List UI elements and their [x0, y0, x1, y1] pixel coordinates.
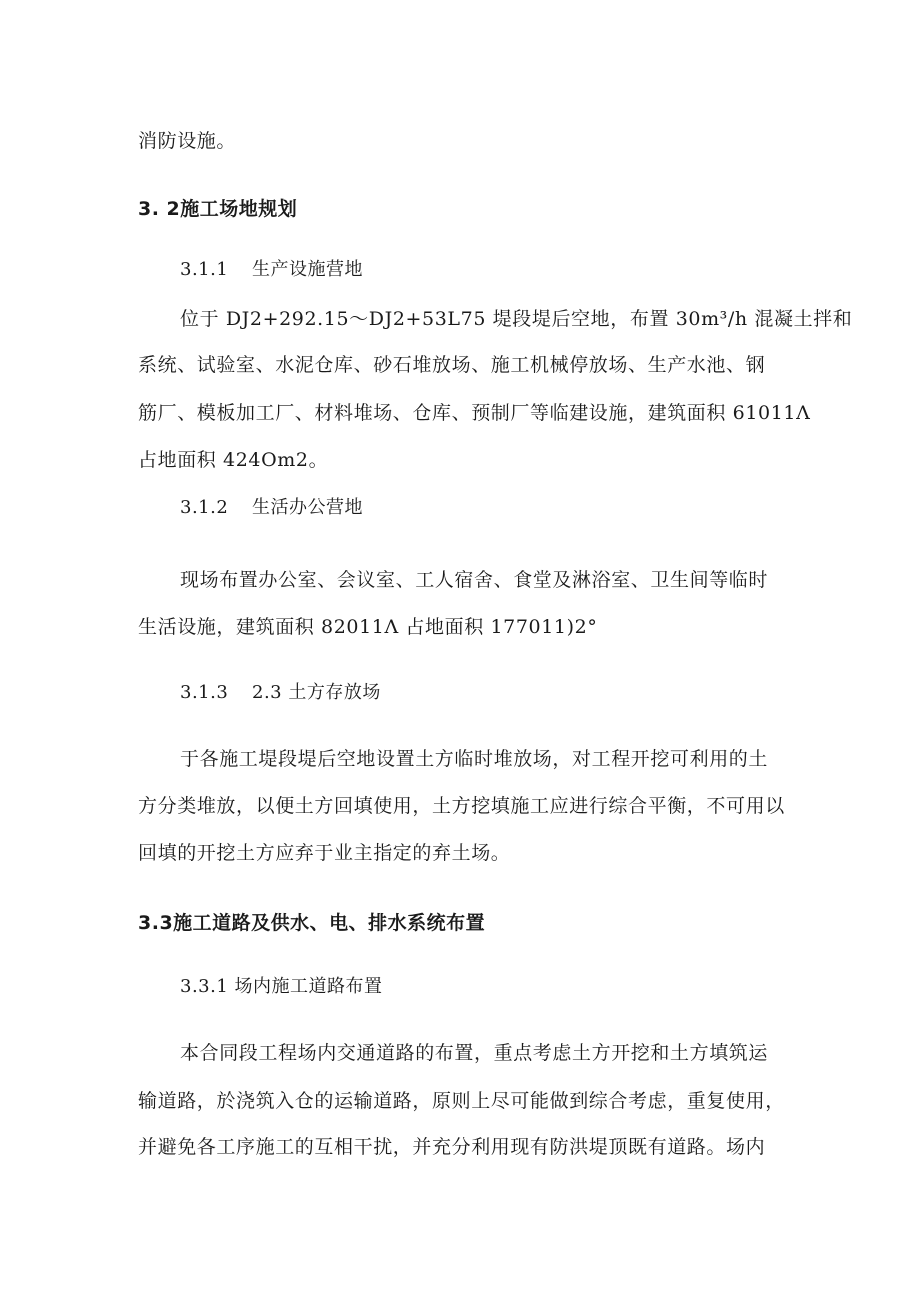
subsection-3-1-2-heading	[180, 495, 363, 521]
subsection-title: 2.3 土方存放场	[252, 682, 381, 703]
paragraph-line: 本合同段工程场内交通道路的布置，重点考虑土方开挖和土方填筑运	[180, 1042, 769, 1064]
section-3-2-heading: 3. 2施工场地规划	[138, 198, 298, 220]
paragraph-line: 输道路，於浇筑入仓的运输道路，原则上尽可能做到综合考虑，重复使用，	[138, 1090, 785, 1112]
subsection-3-1-1-heading	[180, 257, 363, 283]
subsection-3-3-1-heading: 3.3.1 场内施工道路布置	[180, 976, 383, 997]
paragraph-line: 位于 DJ2+292.15～DJ2+53L75 堤段堤后空地，布置 30m³/h 混凝土拌和	[180, 308, 853, 330]
subsection-title: 生产设施营地	[252, 259, 363, 280]
paragraph-line: 生活设施，建筑面积 82011Λ 占地面积 177011)2°	[138, 616, 598, 638]
intro-line: 消防设施。	[138, 130, 237, 152]
paragraph-line: 并避免各工序施工的互相干扰，并充分利用现有防洪堤顶既有道路。场内	[138, 1136, 766, 1158]
subsection-number: 3.1.1	[180, 259, 229, 280]
paragraph-line: 于各施工堤段堤后空地设置土方临时堆放场，对工程开挖可利用的土	[180, 748, 769, 770]
paragraph-line: 占地面积 424Om2。	[138, 449, 329, 471]
paragraph-line: 方分类堆放，以便土方回填使用，土方挖填施工应进行综合平衡，不可用以	[138, 795, 785, 817]
paragraph-line: 回填的开挖土方应弃于业主指定的弃土场。	[138, 842, 511, 864]
paragraph-line: 筋厂、模板加工厂、材料堆场、仓库、预制厂等临建设施，建筑面积 61011Λ	[138, 402, 811, 424]
subsection-number: 3.1.3	[180, 682, 229, 703]
subsection-3-1-3-heading	[180, 680, 381, 706]
paragraph-line: 系统、试验室、水泥仓库、砂石堆放场、施工机械停放场、生产水池、钢	[138, 354, 766, 376]
section-3-3-heading: 3.3施工道路及供水、电、排水系统布置	[138, 912, 486, 934]
paragraph-line: 现场布置办公室、会议室、工人宿舍、食堂及淋浴室、卫生间等临时	[180, 569, 769, 591]
subsection-number: 3.1.2	[180, 497, 229, 518]
subsection-title: 生活办公营地	[252, 497, 363, 518]
